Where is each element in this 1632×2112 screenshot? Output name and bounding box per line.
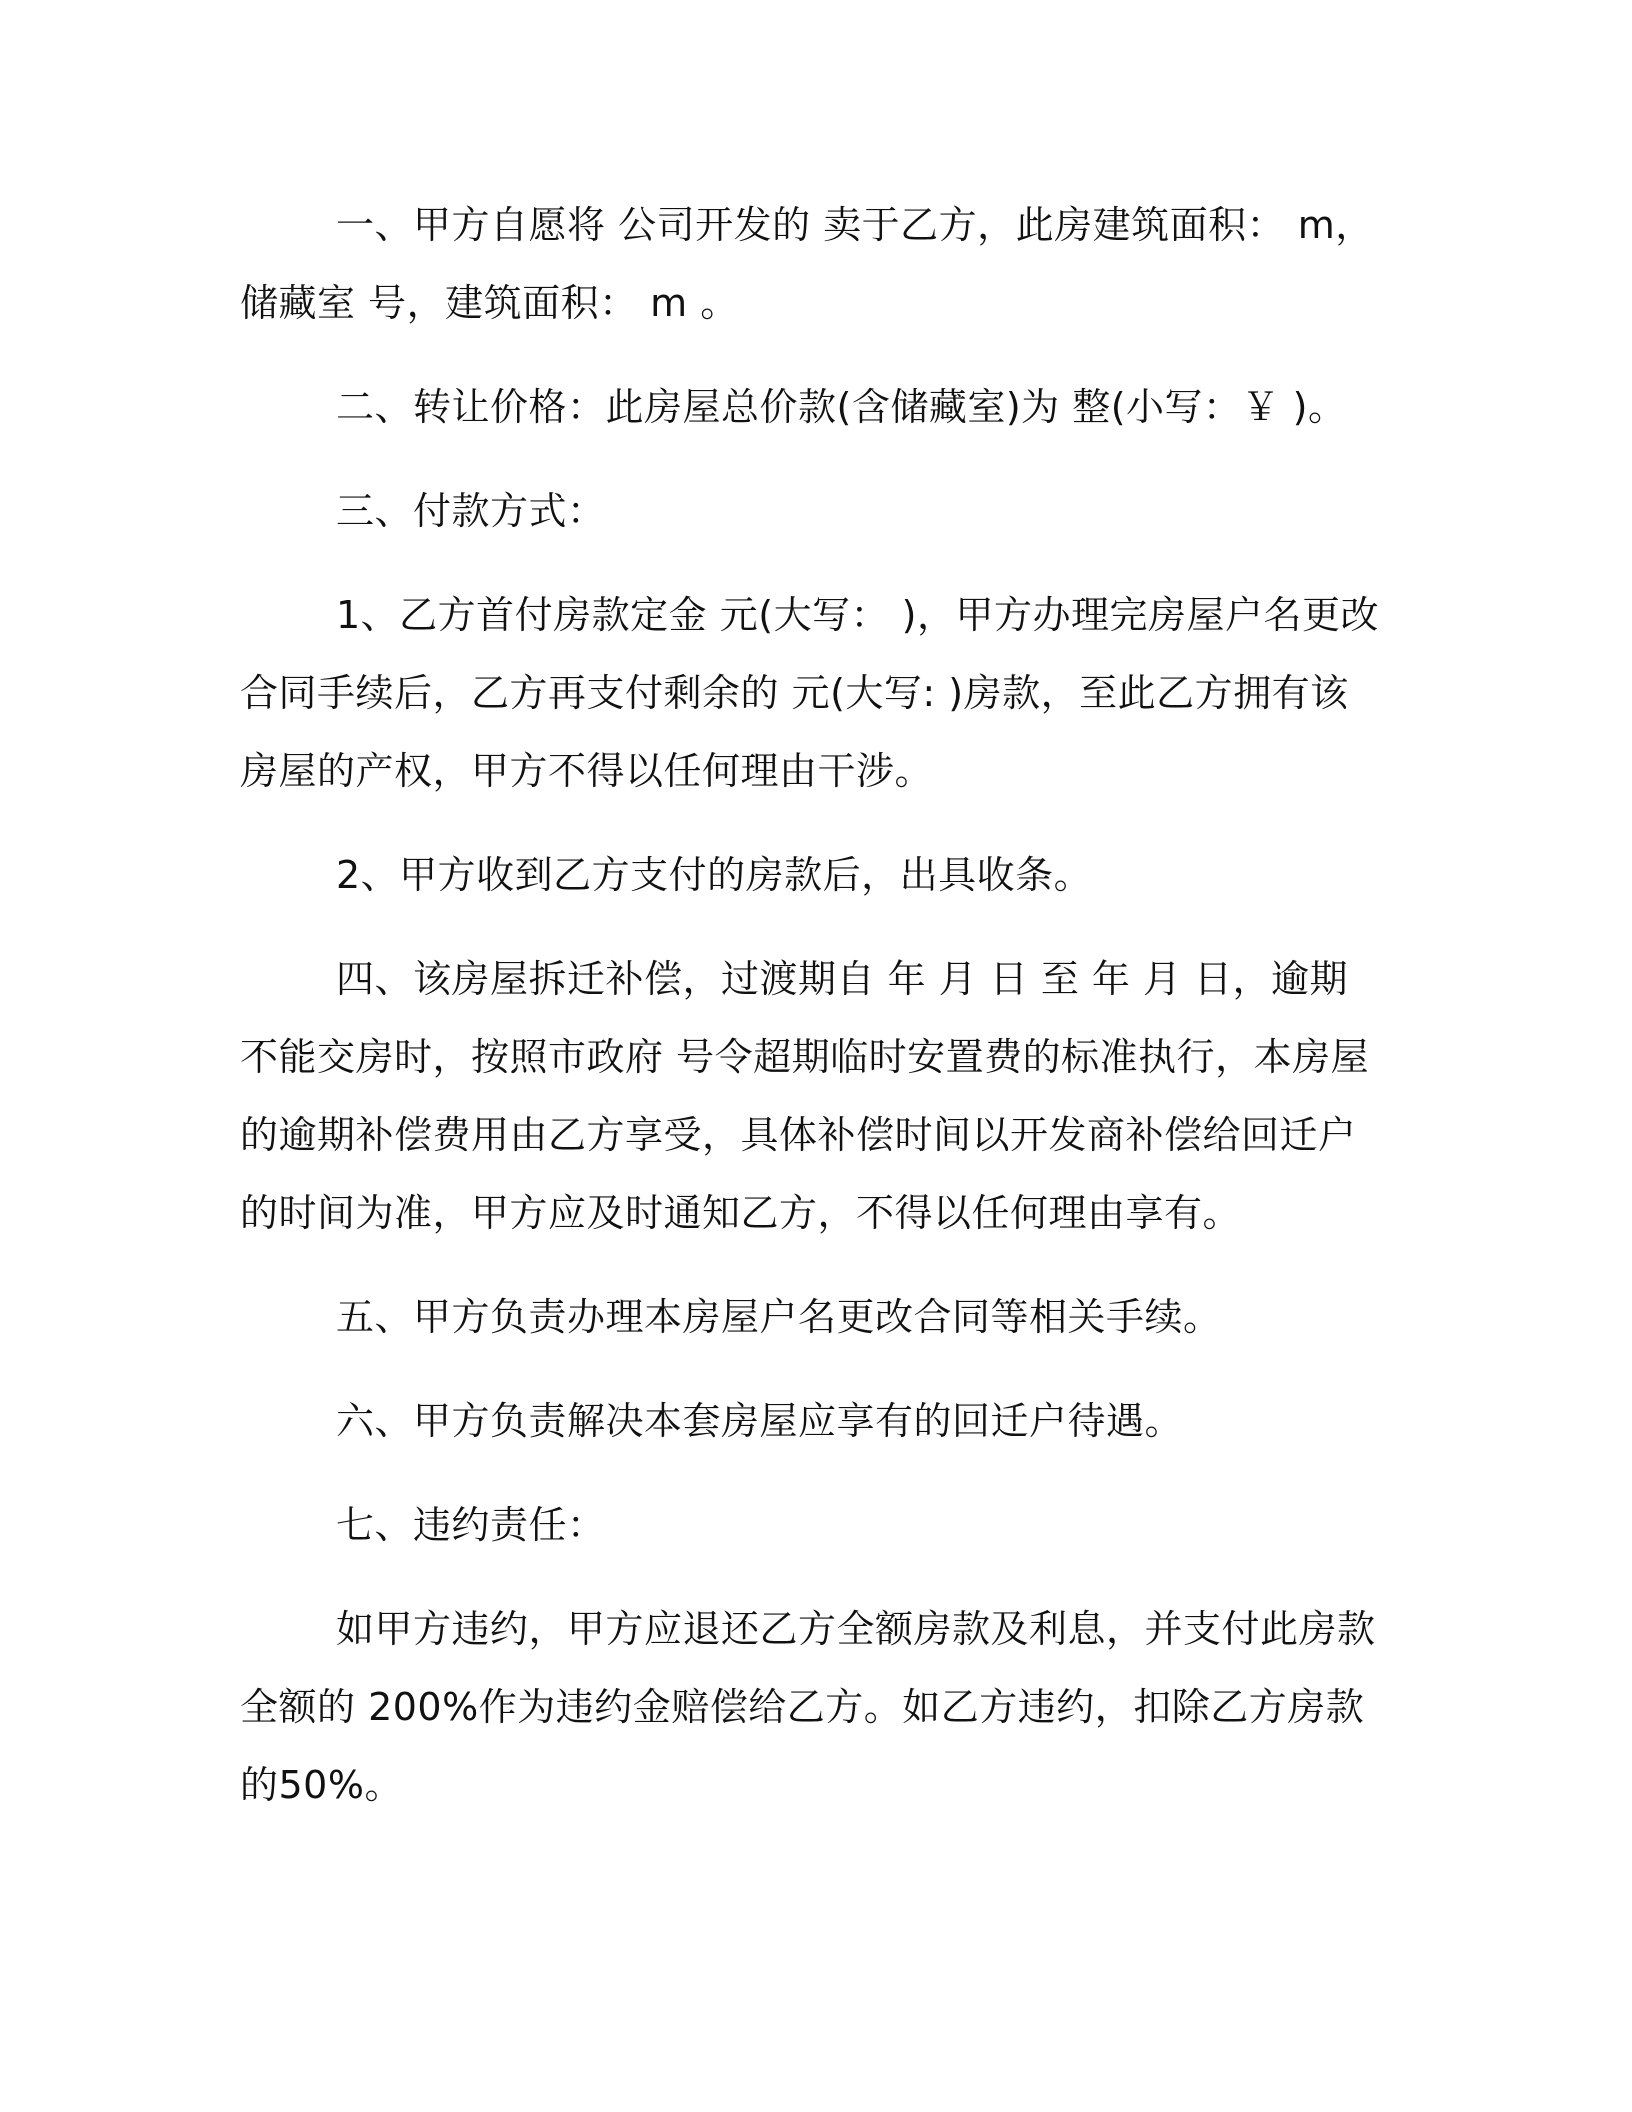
clause-3-payment-method-heading: 三、付款方式： [336, 489, 606, 533]
clause-3-item-2-receipt: 2、甲方收到乙方支付的房款后，出具收条。 [336, 853, 1093, 897]
clause-5-name-change: 五、甲方负责办理本房屋户名更改合同等相关手续。 [336, 1295, 1222, 1339]
clause-4-demolition-compensation: 四、该房屋拆迁补偿，过渡期自 年 月 日 至 年 月 日，逾期不能交房时，按照市政府 号令超期临时安置费的标准执行，本房屋的逾期补偿费用由乙方享受，具体补偿时间以开发商补偿给回迁户的时间为准，甲方应及时通知乙方，不得以任何理由享有。 [240, 957, 1370, 1235]
clause-7-breach-heading: 七、违约责任： [336, 1503, 606, 1547]
clause-1-property-description: 一、甲方自愿将 公司开发的 卖于乙方，此房建筑面积： m，储藏室 号，建筑面积： m 。 [240, 203, 1374, 325]
clause-6-relocation-benefits: 六、甲方负责解决本套房屋应享有的回迁户待遇。 [336, 1399, 1184, 1443]
clause-3-item-1-deposit: 1、乙方首付房款定金 元(大写： )，甲方办理完房屋户名更改合同手续后，乙方再支付剩余的 元(大写: )房款，至此乙方拥有该房屋的产权，甲方不得以任何理由干涉。 [240, 593, 1379, 793]
clause-2-transfer-price: 二、转让价格：此房屋总价款(含储藏室)为 整(小写：￥ )。 [336, 385, 1347, 429]
clause-7-breach-details: 如甲方违约，甲方应退还乙方全额房款及利息，并支付此房款全额的 200%作为违约金赔偿给乙方。如乙方违约，扣除乙方房款的50%。 [240, 1607, 1376, 1807]
document-body [240, 186, 1380, 1850]
